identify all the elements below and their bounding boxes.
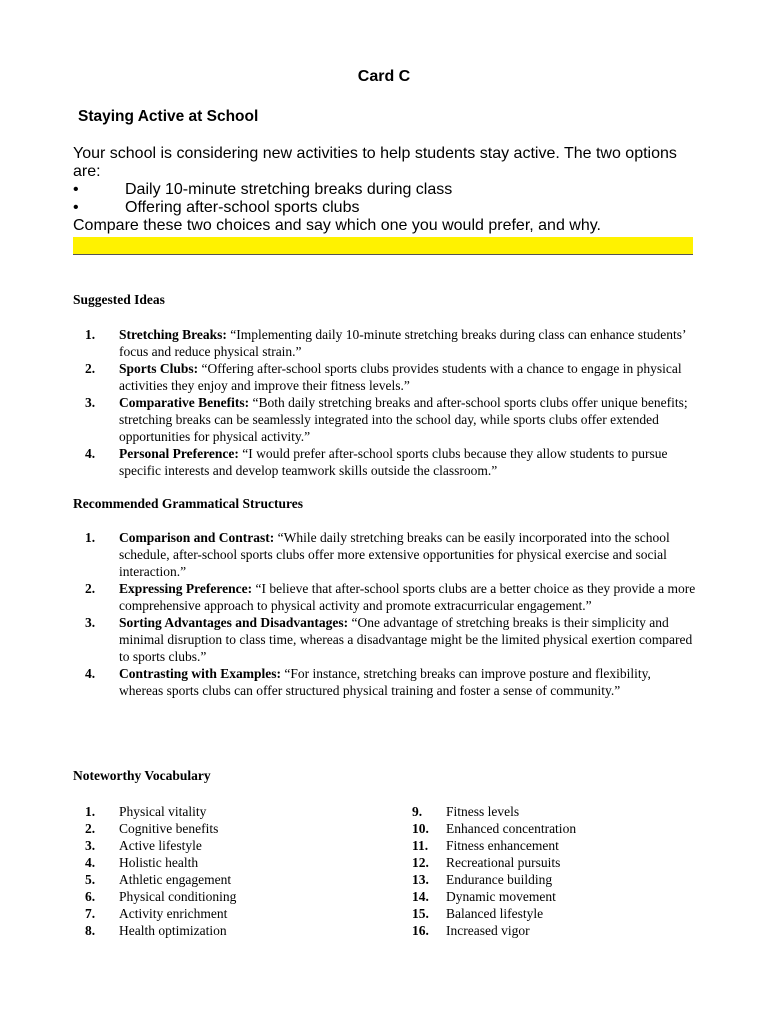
prompt-intro: Your school is considering new activities to help students stay active. The two options are: (73, 145, 677, 180)
item-label: Sorting Advantages and Disadvantages: (119, 615, 349, 630)
vocabulary-term: Dynamic movement (446, 889, 556, 904)
vocabulary-item (400, 905, 700, 922)
item-number: 10. (412, 821, 429, 836)
item-body (119, 360, 698, 394)
vocabulary-item (73, 905, 373, 922)
item-number: 8. (85, 923, 96, 938)
vocabulary-term: Cognitive benefits (119, 821, 219, 836)
suggested-ideas-heading: Suggested Ideas (73, 292, 165, 307)
item-number: 1. (85, 530, 96, 545)
vocabulary-heading: Noteworthy Vocabulary (73, 768, 211, 783)
item-number: 13. (412, 872, 429, 887)
item-body (119, 665, 698, 699)
item-text: “Implementing daily 10-minute stretching breaks during class can enhance students’ focus and reduce physical strain.” (119, 327, 686, 359)
vocabulary-term: Fitness enhancement (446, 838, 559, 853)
item-label: Contrasting with Examples: (119, 666, 282, 681)
item-label: Personal Preference: (119, 446, 239, 461)
prompt-bullet (73, 199, 703, 217)
vocabulary-term: Physical conditioning (119, 889, 237, 904)
vocabulary-term: Increased vigor (446, 923, 530, 938)
grammar-heading: Recommended Grammatical Structures (73, 496, 303, 511)
vocabulary-item (73, 922, 373, 939)
vocabulary-term: Holistic health (119, 855, 199, 870)
item-number: 3. (85, 615, 96, 630)
item-text: “Offering after-school sports clubs provides students with a chance to engage in physical activities they enjoy and improve their fitness levels.” (119, 361, 682, 393)
item-label: Comparison and Contrast: (119, 530, 275, 545)
item-number: 5. (85, 872, 96, 887)
vocabulary-list-left (73, 803, 373, 939)
item-text: “I would prefer after-school sports clubs because they allow students to pursue specific interests and develop teamwork skills outside the classroom.” (119, 446, 668, 478)
vocabulary-term: Health optimization (119, 923, 227, 938)
item-body (119, 394, 698, 445)
bullet-marker: • (73, 181, 79, 198)
list-item (73, 614, 698, 665)
list-item (73, 394, 698, 445)
item-number: 4. (85, 666, 96, 681)
item-number: 2. (85, 581, 96, 596)
item-number: 2. (85, 361, 96, 376)
card-title: Card C (357, 68, 411, 85)
grammar-list (73, 529, 698, 699)
item-text: “For instance, stretching breaks can improve posture and flexibility, whereas sports clubs can offer structured physical training and foster a sense of community.” (119, 666, 651, 698)
item-number: 11. (412, 838, 429, 853)
item-text: “One advantage of stretching breaks is their simplicity and minimal disruption to class time, whereas a disadvantage might be the limited physical exertion compared to sports clubs.” (119, 615, 693, 664)
prompt-block (73, 145, 703, 235)
item-label: Sports Clubs: (119, 361, 199, 376)
vocabulary-item (73, 837, 373, 854)
highlight-bar (73, 237, 693, 255)
item-body (119, 529, 698, 580)
vocabulary-term: Physical vitality (119, 804, 207, 819)
vocabulary-term: Enhanced concentration (446, 821, 577, 836)
item-text: “I believe that after-school sports clubs are a better choice as they provide a more comprehensive approach to physical activity and promote extracurricular engagement.” (119, 581, 696, 613)
item-number: 7. (85, 906, 96, 921)
item-body (119, 445, 698, 479)
item-text: “While daily stretching breaks can be easily incorporated into the school schedule, after-school sports clubs offer more extensive opportunities for physical exercise and social interaction.” (119, 530, 670, 579)
vocabulary-item (73, 888, 373, 905)
suggested-ideas-list (73, 326, 698, 479)
item-number: 16. (412, 923, 429, 938)
bullet-marker: • (73, 199, 79, 216)
vocabulary-term: Active lifestyle (119, 838, 202, 853)
vocabulary-item (400, 922, 700, 939)
vocabulary-item (400, 888, 700, 905)
list-item (73, 445, 698, 479)
vocabulary-term: Athletic engagement (119, 872, 232, 887)
item-number: 9. (412, 804, 423, 819)
item-number: 14. (412, 889, 429, 904)
vocabulary-item (400, 854, 700, 871)
vocabulary-item (73, 854, 373, 871)
vocabulary-term: Recreational pursuits (446, 855, 561, 870)
vocabulary-term: Balanced lifestyle (446, 906, 544, 921)
item-body (119, 580, 698, 614)
prompt-instruction: Compare these two choices and say which one you would prefer, and why. (73, 217, 601, 234)
list-item (73, 580, 698, 614)
item-text: “Both daily stretching breaks and after-school sports clubs offer unique benefits; stretching breaks can be seamlessly integrated into the school day, while sports clubs offer extended opportunities for physical activity.” (119, 395, 688, 444)
list-item (73, 529, 698, 580)
item-number: 4. (85, 446, 96, 461)
item-label: Comparative Benefits: (119, 395, 250, 410)
list-item (73, 360, 698, 394)
vocabulary-item (400, 871, 700, 888)
topic-title: Staying Active at School (78, 108, 259, 125)
item-body (119, 326, 698, 360)
item-number: 15. (412, 906, 429, 921)
item-number: 4. (85, 855, 96, 870)
item-body (119, 614, 698, 665)
vocabulary-item (400, 803, 700, 820)
item-number: 2. (85, 821, 96, 836)
list-item (73, 326, 698, 360)
item-number: 3. (85, 838, 96, 853)
vocabulary-item (73, 820, 373, 837)
item-number: 1. (85, 327, 96, 342)
vocabulary-item (73, 803, 373, 820)
list-item (73, 665, 698, 699)
item-label: Expressing Preference: (119, 581, 253, 596)
item-number: 1. (85, 804, 96, 819)
item-number: 6. (85, 889, 96, 904)
prompt-bullet (73, 181, 703, 199)
prompt-option: Offering after-school sports clubs (125, 199, 360, 216)
prompt-option: Daily 10-minute stretching breaks during class (125, 181, 453, 198)
vocabulary-item (73, 871, 373, 888)
item-number: 3. (85, 395, 96, 410)
vocabulary-term: Fitness levels (446, 804, 520, 819)
item-label: Stretching Breaks: (119, 327, 227, 342)
item-number: 12. (412, 855, 429, 870)
vocabulary-list-right (400, 803, 700, 939)
vocabulary-item (400, 837, 700, 854)
vocabulary-term: Activity enrichment (119, 906, 228, 921)
vocabulary-item (400, 820, 700, 837)
vocabulary-term: Endurance building (446, 872, 553, 887)
